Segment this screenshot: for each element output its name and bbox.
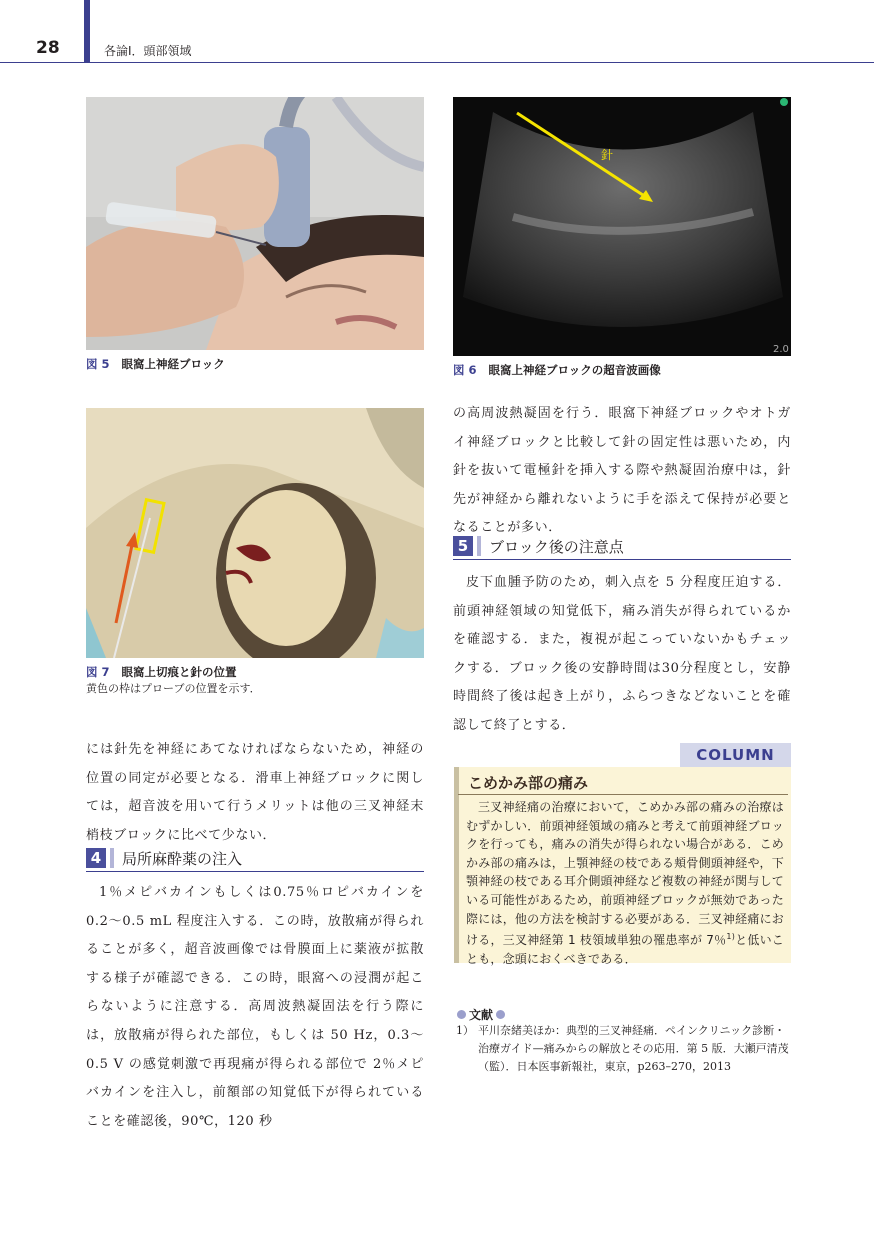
column-title: こめかみ部の痛み <box>468 774 589 792</box>
left-paragraph-1: には針先を神経にあてなければならないため，神経の位置の同定が必要となる．滑車上神経ブロックに関しては，超音波を用いて行うメリットは他の三叉神経末梢枝ブロックに比べて少ない． <box>86 742 424 843</box>
bullet-dot-icon <box>457 1010 466 1019</box>
figure-5-photo <box>86 97 424 350</box>
depth-label: 2.0 <box>773 344 789 355</box>
section-5-heading <box>453 533 791 560</box>
header-bar <box>84 0 90 62</box>
needle-label: 針 <box>601 148 614 162</box>
section-5-number: 5 <box>453 536 473 556</box>
figure-7-subcaption: 黄色の枠はプローブの位置を示す． <box>86 682 261 695</box>
column-body: 三叉神経痛の治療において，こめかみ部の痛みの治療はむずかしい．前頭神経領域の痛みと考えて前頭神経ブロックを行っても，痛みの消失が得られない場合がある．こめかみ部の痛みは，上顎神経の枝である頬骨側頭神経や，下顎神経の枝である耳介側頭神経など複数の神経が関与している可能性があるため，前頭神経ブロックが無効であった際には，他の方法を検討する必要がある．三叉神経痛における，三叉神経第 1 枝領域単独の罹患率が 7％$^{1)}$と低いことも，念頭におくべきである． <box>466 800 785 966</box>
right-paragraph-1: の高周波熱凝固を行う．眼窩下神経ブロックやオトガイ神経ブロックと比較して針の固定性は悪いため，内針を抜いて電極針を挿入する際や熱凝固治療中は，針先が神経から離れないように手を添えて保持が必要となることが多い． <box>453 406 791 536</box>
column-tab: COLUMN <box>680 743 791 767</box>
section-4-title: 局所麻酔薬の注入 <box>122 849 243 868</box>
reference-text: 平川奈緒美ほか：典型的三叉神経痛．ペインクリニック診断・治療ガイド—痛みからの解放とその応用．第 5 版．大瀬戸清茂（監）．日本医事新報社，東京，p263–270，2013 <box>478 1024 789 1073</box>
page-number: 28 <box>36 38 60 58</box>
section-4-number: 4 <box>86 848 106 868</box>
figure-5-illustration <box>86 97 424 350</box>
left-paragraph-2: 1％メピバカインもしくは0.75％ロピバカインを 0.2〜0.5 mL 程度注入する．この時，放散痛が得られることが多く，超音波画像では骨膜面上に薬液が拡散する様子が確認できる．この時，眼窩への浸潤が起こらないように注意する．高周波熱凝固法を行う際には，放散痛が得られた部位，もしくは 50 Hz，0.3〜0.5 V の感覚刺激で再現痛が得られる部位で 2％メピバカインを注入し，前額部の知覚低下が得られていることを確認後，90℃，120 秒 <box>86 885 424 1129</box>
section-5-bar <box>477 536 481 556</box>
figure-7-illustration <box>86 408 424 658</box>
figure-6-caption: 図 6 眼窩上神経ブロックの超音波画像 <box>453 363 661 377</box>
section-5-title: ブロック後の注意点 <box>489 537 624 556</box>
figure-5-caption: 図 5 眼窩上神経ブロック <box>86 357 225 371</box>
reference-number: 1） <box>456 1024 474 1037</box>
references-heading: 文献 <box>454 1006 508 1023</box>
citation-sup: 1) <box>726 932 736 942</box>
right-paragraph-2: 皮下血腫予防のため，刺入点を 5 分程度圧迫する．前頭神経領域の知覚低下，痛み消失が得られているかを確認する．また，複視が起こっていないかもチェックする．ブロック後の安静時間は30分程度とし，安静時間終了後は起き上がり，ふらつきなどないことを確認して終了とする． <box>453 575 791 733</box>
reference-item <box>456 1022 792 1076</box>
section-title: 各論Ⅰ．頭部領域 <box>104 44 192 58</box>
figure-6-illustration <box>453 97 791 356</box>
header-rule <box>0 62 874 63</box>
column-title-rule <box>458 794 788 795</box>
figure-7-photo <box>86 408 424 658</box>
figure-7-caption: 図 7 眼窩上切痕と針の位置 <box>86 665 237 679</box>
column-side-bar <box>454 767 459 963</box>
section-4-heading <box>86 845 424 872</box>
bullet-dot-icon <box>496 1010 505 1019</box>
figure-6-ultrasound <box>453 97 791 356</box>
section-4-bar <box>110 848 114 868</box>
